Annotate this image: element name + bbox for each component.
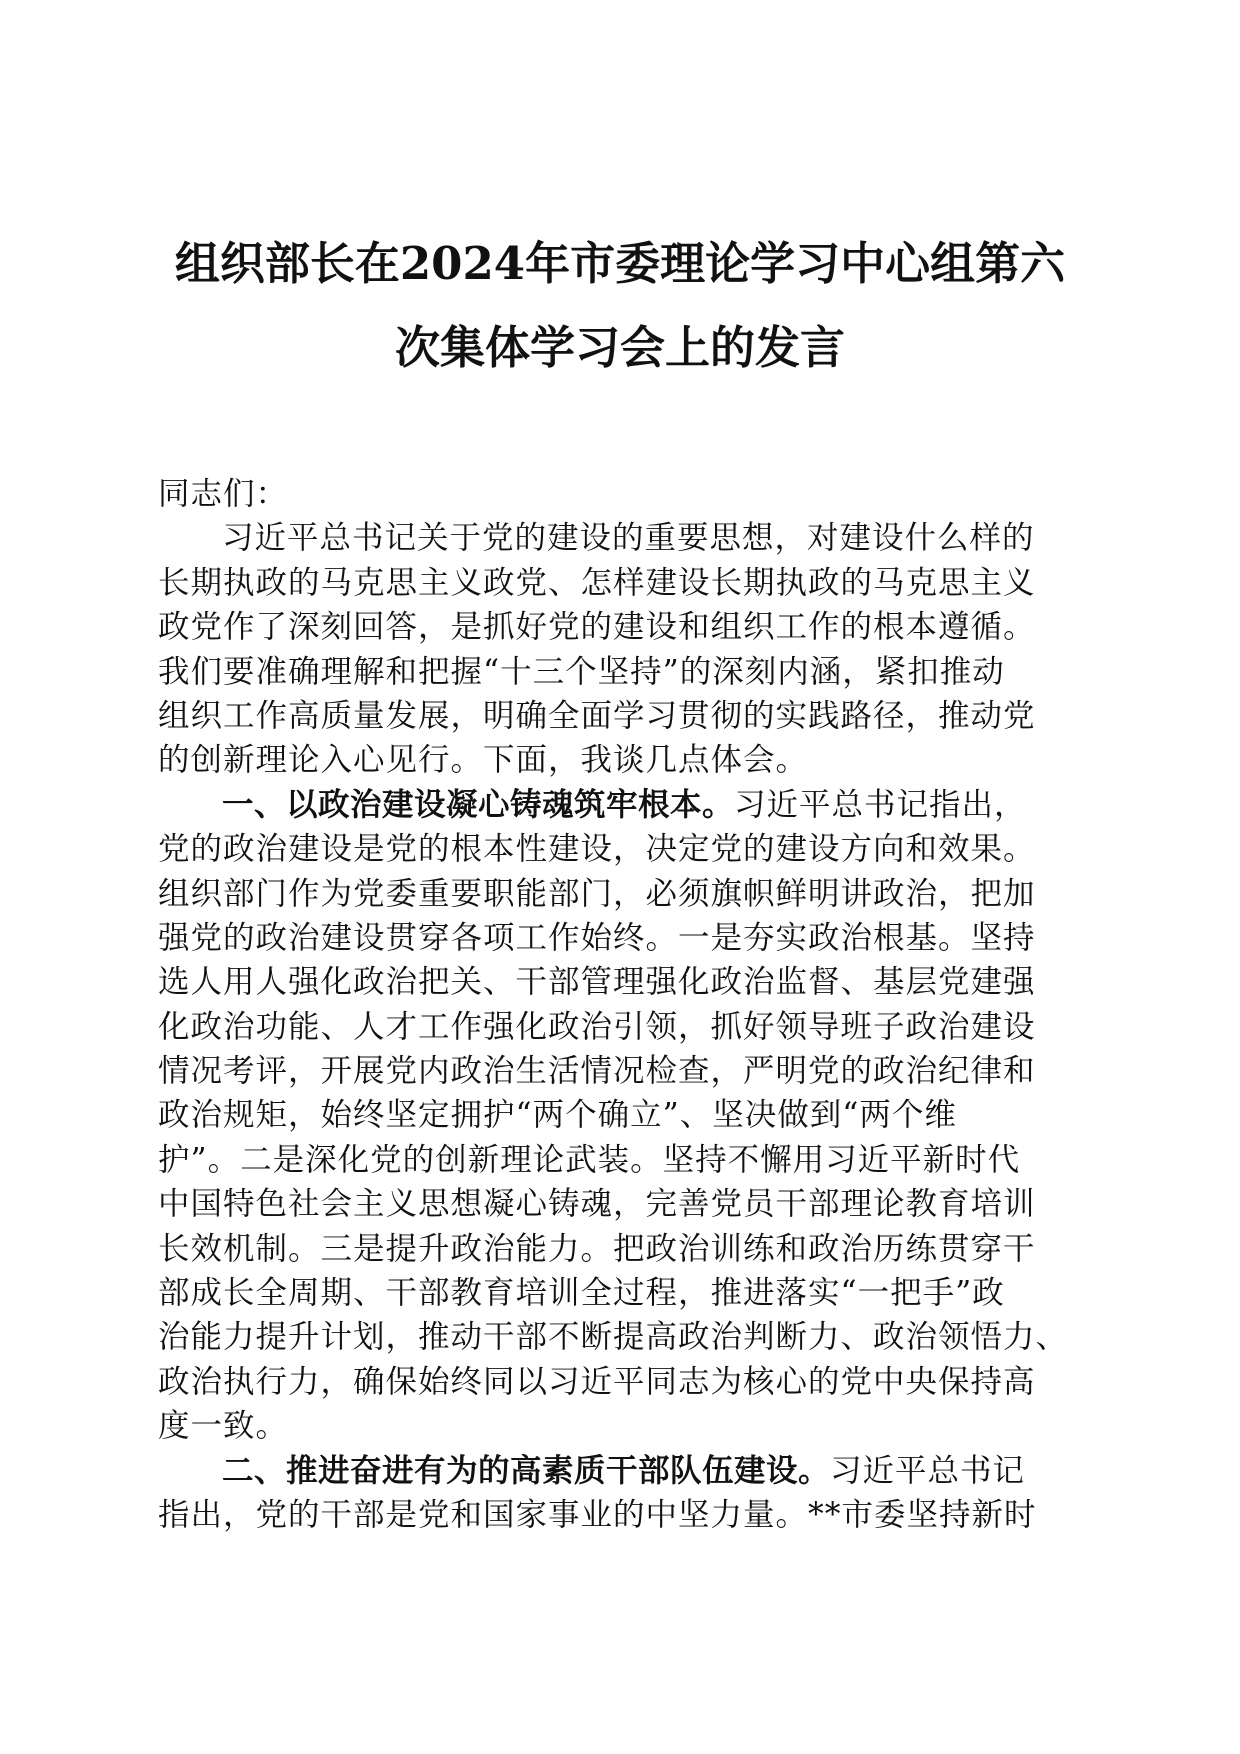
section-2-first-line [158, 1449, 1078, 1493]
title-line-1: 组织部长在2024年市委理论学习中心组第六 [174, 237, 1066, 290]
section-1-line: 中国特色社会主义思想凝心铸魂，完善党员干部理论教育培训 [158, 1186, 1036, 1223]
intro-line: 组织工作高质量发展，明确全面学习贯彻的实践路径，推动党 [158, 697, 1036, 734]
section-1-heading: 一、以政治建设凝心铸魂筑牢根本。 [222, 786, 735, 823]
intro-line: 习近平总书记关于党的建设的重要思想，对建设什么样的 [222, 520, 1035, 557]
document-body [158, 472, 1078, 1537]
section-1-first-line [158, 783, 1078, 827]
section-1-line: 部成长全周期、干部教育培训全过程，推进落实“一把手”政 [158, 1275, 1005, 1312]
intro-line: 我们要准确理解和把握“十三个坚持”的深刻内涵，紧扣推动 [158, 653, 1005, 690]
section-1-line: 长效机制。三是提升政治能力。把政治训练和政治历练贯穿干 [158, 1230, 1036, 1267]
section-1-line: 政治规矩，始终坚定拥护“两个确立”、坚决做到“两个维 [158, 1097, 957, 1134]
section-1-line: 化政治功能、人才工作强化政治引领，抓好领导班子政治建设 [158, 1008, 1036, 1045]
section-1-line: 党的政治建设是党的根本性建设，决定党的建设方向和效果。 [158, 831, 1036, 868]
intro-line: 长期执政的马克思主义政党、怎样建设长期执政的马克思主义 [158, 564, 1036, 601]
section-1-line: 情况考评，开展党内政治生活情况检查，严明党的政治纪律和 [158, 1053, 1036, 1090]
section-1-first-line-text: 习近平总书记指出， [734, 786, 1027, 823]
section-1-line: 强党的政治建设贯穿各项工作始终。一是夯实政治根基。坚持 [158, 919, 1036, 956]
section-1-line: 度一致。 [158, 1408, 289, 1445]
section-2-first-line-text: 习近平总书记 [830, 1452, 1026, 1489]
section-2-line: 指出，党的干部是党和国家事业的中坚力量。**市委坚持新时 [158, 1496, 1037, 1533]
section-2-heading: 二、推进奋进有为的高素质干部队伍建设。 [222, 1452, 831, 1489]
section-1-line: 政治执行力，确保始终同以习近平同志为核心的党中央保持高 [158, 1363, 1036, 1400]
greeting: 同志们： [158, 476, 289, 512]
title-line-2: 次集体学习会上的发言 [394, 321, 845, 374]
document-title [150, 222, 1090, 390]
intro-line: 的创新理论入心见行。下面，我谈几点体会。 [158, 742, 809, 779]
section-1-line: 治能力提升计划，推动干部不断提高政治判断力、政治领悟力、 [158, 1319, 1069, 1356]
section-1-line: 护”。二是深化党的创新理论武装。坚持不懈用习近平新时代 [158, 1141, 1021, 1178]
section-1-line: 组织部门作为党委重要职能部门，必须旗帜鲜明讲政治，把加 [158, 875, 1036, 912]
intro-line: 政党作了深刻回答，是抓好党的建设和组织工作的根本遵循。 [158, 609, 1036, 646]
section-1-line: 选人用人强化政治把关、干部管理强化政治监督、基层党建强 [158, 964, 1036, 1001]
